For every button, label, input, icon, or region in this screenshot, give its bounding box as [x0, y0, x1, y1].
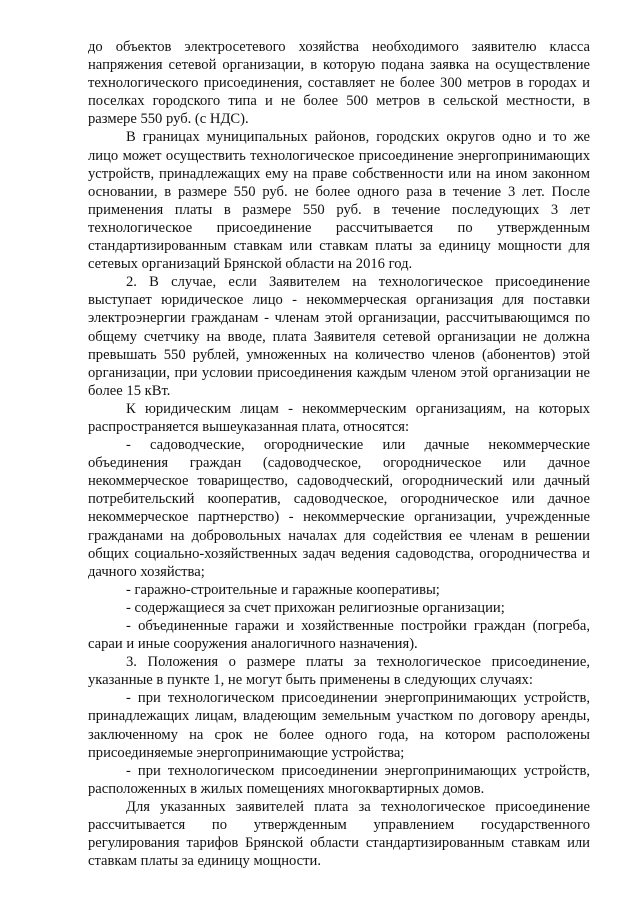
document-body	[88, 38, 590, 870]
paragraph-municipal-limits: В границах муниципальных районов, городских округов одно и то же лицо может осуществить технологическое присоединение энергопринимающих устройств, принадлежащих ему на праве собственности или на ином законном основании, в размере 550 руб. не более одного раза в течение 3 лет. После применения платы в размере 550 руб. в течение последующих 3 лет технологическое присоединение рассчитывается по утвержденным стандартизированным ставкам или ставкам платы за единицу мощности для сетевых организаций Брянской области на 2016 год.	[88, 129, 590, 273]
list-item-garden-associations: - садоводческие, огороднические или дачные некоммерческие объединения граждан (садоводческое, огородническое или дачное некоммерческое товарищество, садоводческий, огороднический или дачный потребительский кооператив, садоводческое, огородническое или дачное некоммерческое партнерство) - некоммерческие организации, учрежденные гражданами на добровольных началах для содействия ее членам в решении общих социально-хозяйственных задач ведения садоводства, огородничества и дачного хозяйства;	[88, 437, 590, 580]
list-item-united-garages: - объединенные гаражи и хозяйственные постройки граждан (погреба, сараи и иные сооружения аналогичного назначения).	[88, 618, 590, 653]
paragraph-final-rates: Для указанных заявителей плата за технологическое присоединение рассчитывается по утвержденным управлением государственного регулирования тарифов Брянской области стандартизированным ставкам или ставкам платы за единицу мощности.	[88, 798, 590, 870]
paragraph-continuation: до объектов электросетевого хозяйства необходимого заявителю класса напряжения сетевой организации, в которую подана заявка на осуществление технологического присоединения, составляет не более 300 метров в городах и поселках городского типа и не более 500 метров в сельской местности, в размере 550 руб. (с НДС).	[88, 39, 590, 128]
list-item-religious-organizations: - содержащиеся за счет прихожан религиозные организации;	[126, 599, 505, 616]
list-item-apartment-case: - при технологическом присоединении энергопринимающих устройств, расположенных в жилых помещениях многоквартирных домов.	[88, 762, 590, 797]
paragraph-item-2: 2. В случае, если Заявителем на технологическое присоединение выступает юридическое лицо - некоммерческая организация для поставки электроэнергии гражданам - членам этой организации, рассчитывающимся по общему счетчику на вводе, плата Заявителя сетевой организации не должна превышать 550 рублей, умноженных на количество членов (абонентов) этой организации, при условии присоединения каждым членом этой организации не более 15 кВт.	[88, 274, 590, 399]
paragraph-nonprofit-intro: К юридическим лицам - некоммерческим организациям, на которых распространяется вышеуказанная плата, относятся:	[88, 400, 590, 435]
list-item-lease-case: - при технологическом присоединении энергопринимающих устройств, принадлежащих лицам, владеющим земельным участком по договору аренды, заключенному на срок не более одного года, на котором расположены присоединяемые энергопринимающие устройства;	[88, 690, 590, 761]
list-item-garage-cooperatives: - гаражно-строительные и гаражные кооперативы;	[126, 581, 440, 598]
paragraph-item-3: 3. Положения о размере платы за технологическое присоединение, указанные в пункте 1, не могут быть применены в следующих случаях:	[88, 654, 590, 689]
